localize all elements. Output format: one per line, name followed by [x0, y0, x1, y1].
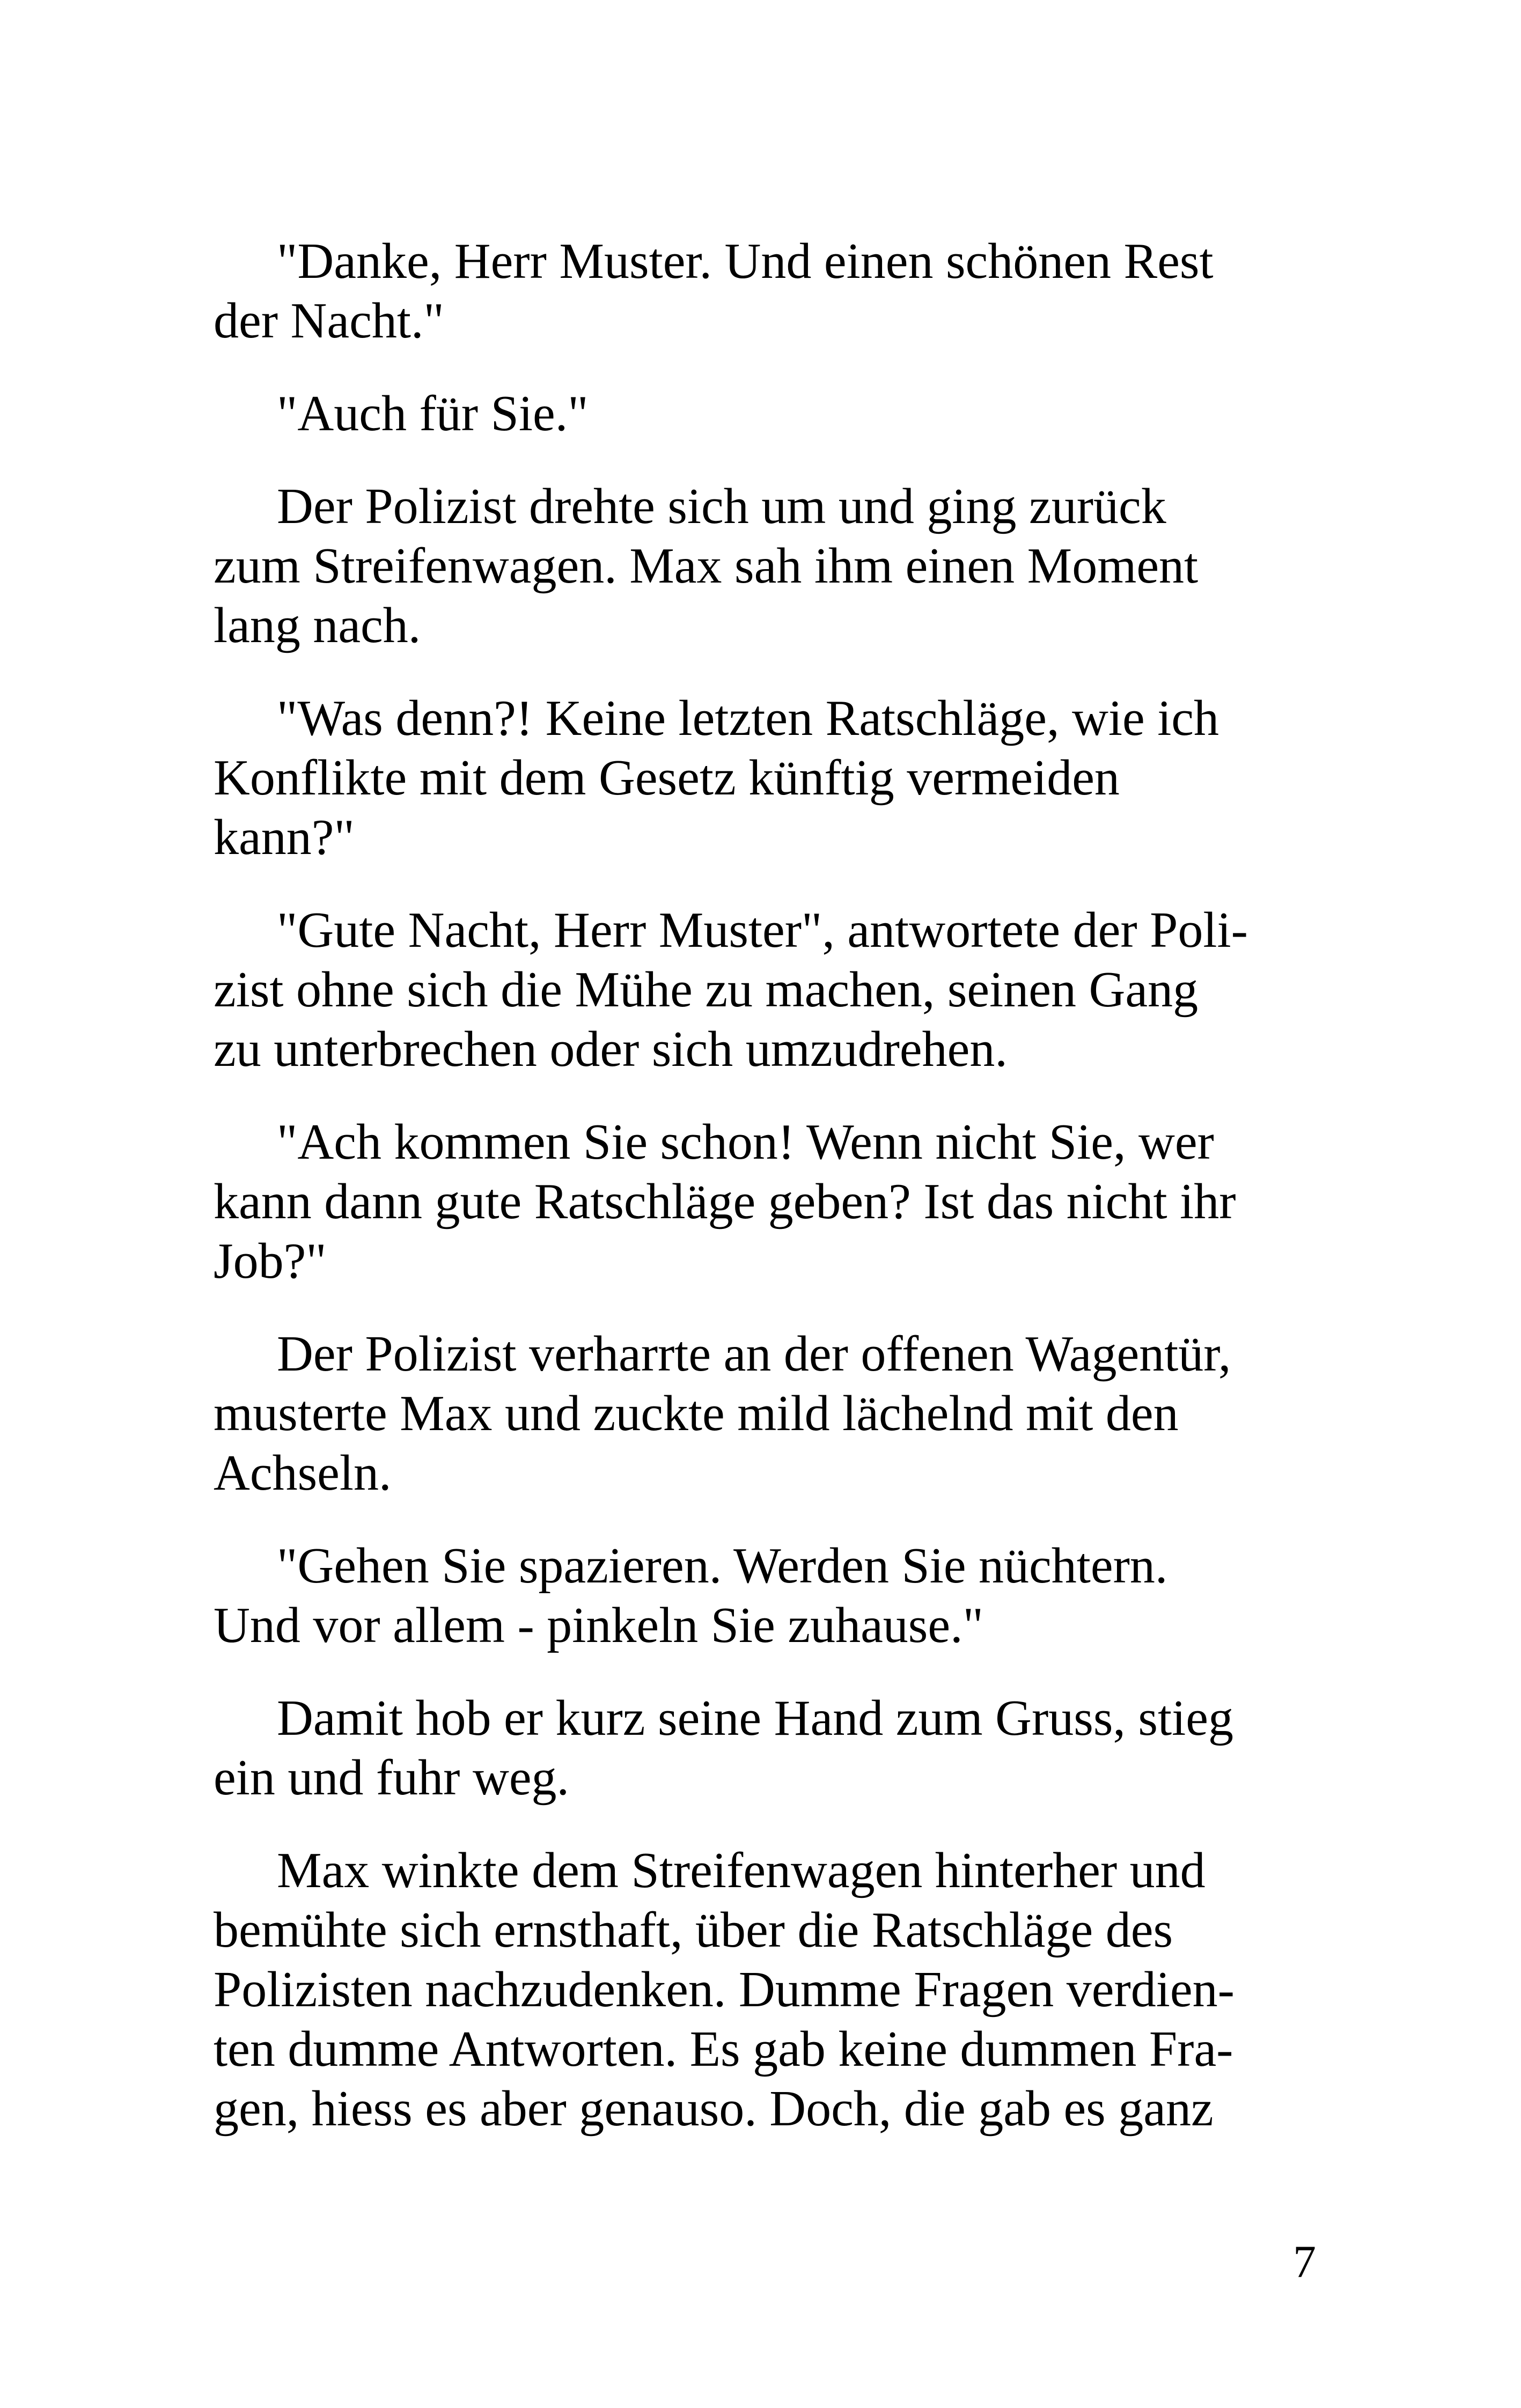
text-line: "Was denn?! Keine letzten Ratschläge, wie ich: [277, 690, 1219, 746]
page-body: [214, 232, 1308, 2172]
text-line: bemühte sich ernsthaft, über die Ratschläge des: [214, 1902, 1173, 1958]
paragraph: [214, 1113, 1308, 1291]
paragraph: [214, 232, 1308, 351]
text-line: lang nach.: [214, 598, 421, 653]
page-number: 7: [1293, 2236, 1316, 2287]
text-line: Achseln.: [214, 1445, 392, 1501]
text-line: Max winkte dem Streifenwagen hinterher und: [277, 1843, 1206, 1898]
text-line: der Nacht.": [214, 293, 444, 349]
paragraph: [214, 1324, 1308, 1503]
text-line: "Gehen Sie spazieren. Werden Sie nüchtern.: [277, 1538, 1168, 1594]
paragraph: [214, 1689, 1308, 1808]
text-line: Der Polizist drehte sich um und ging zurück: [277, 478, 1166, 534]
paragraph: [214, 477, 1308, 656]
text-line: "Auch für Sie.": [277, 386, 589, 441]
paragraph: [214, 1536, 1308, 1655]
text-line: kann?": [214, 809, 355, 865]
text-line: Konflikte mit dem Gesetz künftig vermeiden: [214, 750, 1120, 806]
text-line: "Gute Nacht, Herr Muster", antwortete der Poli-: [277, 902, 1248, 958]
paragraph: [214, 384, 1308, 444]
paragraph: [214, 901, 1308, 1079]
text-line: "Danke, Herr Muster. Und einen schönen Rest: [277, 233, 1214, 289]
text-line: ein und fuhr weg.: [214, 1750, 570, 1806]
text-line: musterte Max und zuckte mild lächelnd mit den: [214, 1386, 1179, 1441]
text-line: Der Polizist verharrte an der offenen Wagentür,: [277, 1326, 1231, 1382]
text-line: Damit hob er kurz seine Hand zum Gruss, stieg: [277, 1690, 1233, 1746]
text-line: Job?": [214, 1233, 327, 1289]
text-line: kann dann gute Ratschläge geben? Ist das nicht ihr: [214, 1174, 1236, 1229]
text-line: ten dumme Antworten. Es gab keine dummen Fra-: [214, 2021, 1233, 2077]
text-line: zum Streifenwagen. Max sah ihm einen Moment: [214, 538, 1199, 594]
text-line: Und vor allem - pinkeln Sie zuhause.": [214, 1597, 983, 1653]
text-line: Polizisten nachzudenken. Dumme Fragen verdien-: [214, 1962, 1235, 2017]
text-line: gen, hiess es aber genauso. Doch, die gab es ganz: [214, 2081, 1214, 2137]
text-line: "Ach kommen Sie schon! Wenn nicht Sie, wer: [277, 1114, 1214, 1170]
paragraph: [214, 689, 1308, 867]
text-line: zist ohne sich die Mühe zu machen, seinen Gang: [214, 962, 1199, 1018]
paragraph: [214, 1841, 1308, 2139]
text-line: zu unterbrechen oder sich umzudrehen.: [214, 1021, 1008, 1077]
